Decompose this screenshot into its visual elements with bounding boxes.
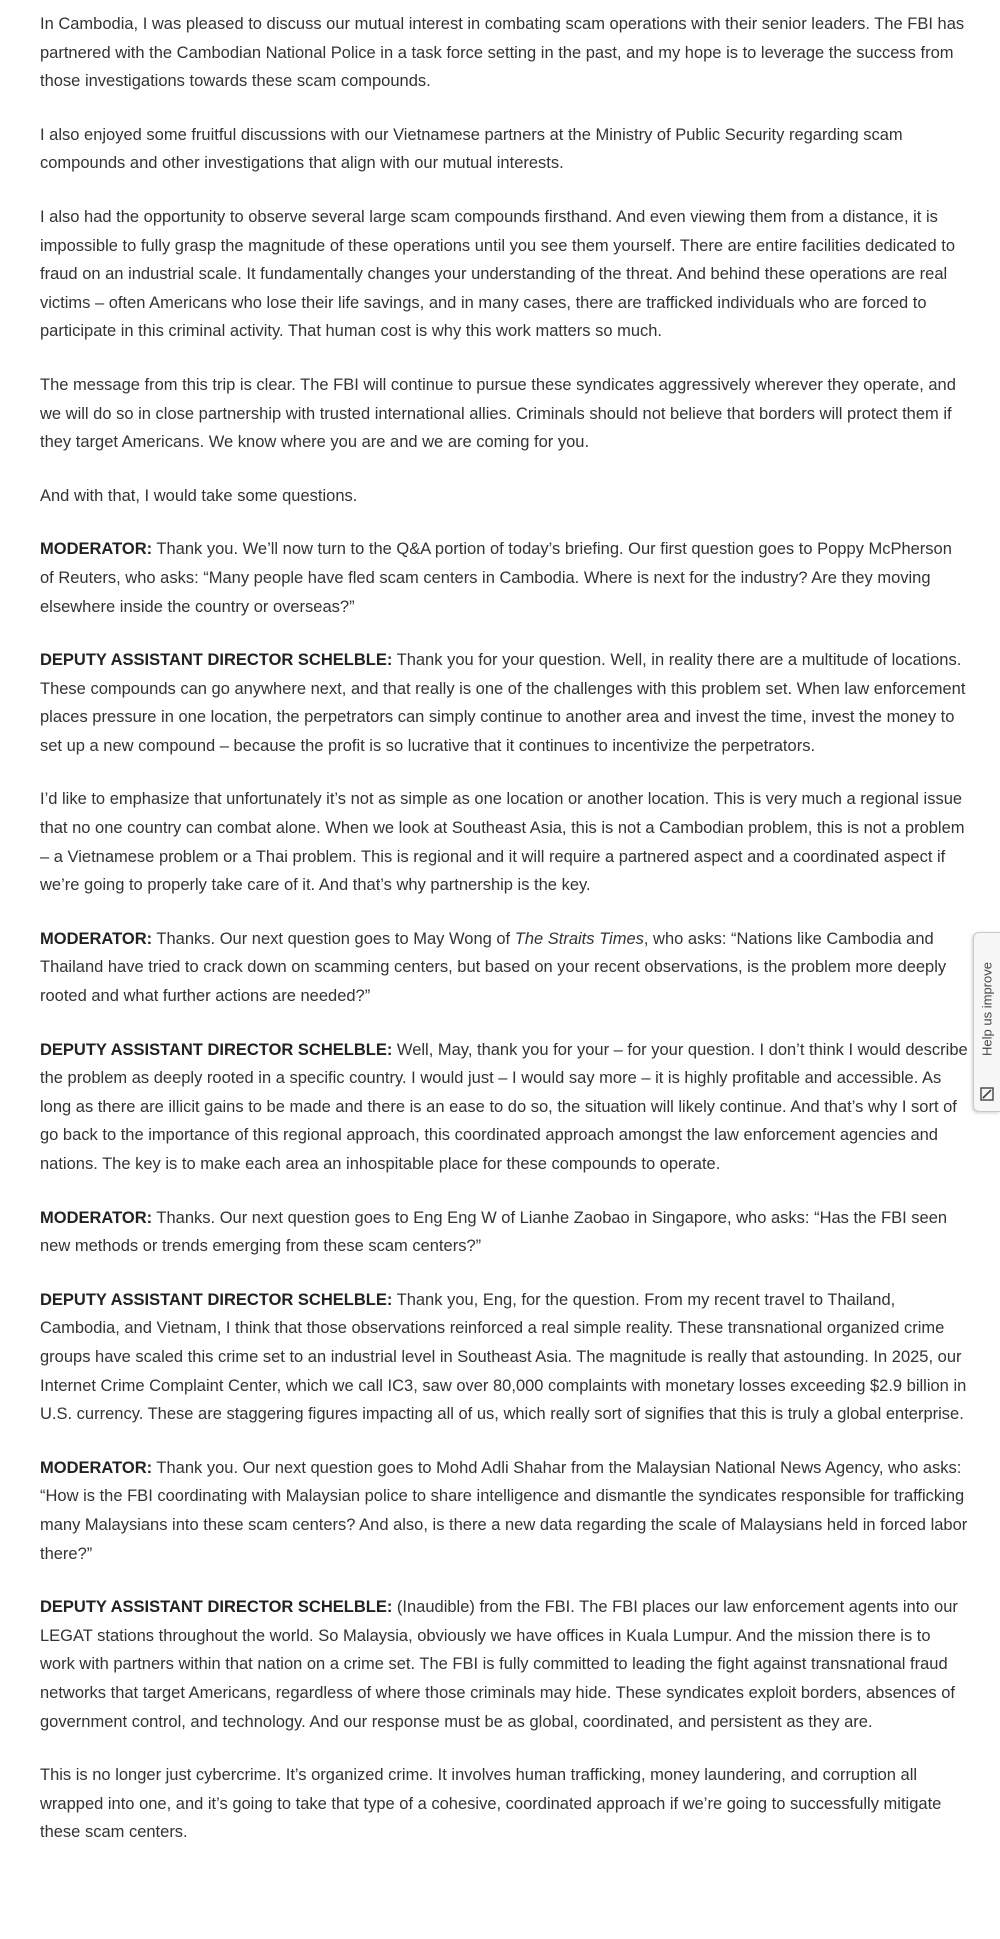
- moderator-question: [40, 1454, 968, 1568]
- answer-text: (Inaudible) from the FBI. The FBI places our law enforcement agents into our LEGAT stations throughout the world. So Malaysia, obviously we have offices in Kuala Lumpur. And the mission there is to work with partners within that nation on a crime set. The FBI is fully committed to leading the fight against transnational fraud networks that target Americans, regardless of where those criminals may hide. These syndicates exploit borders, absences of government control, and technology. And our response must be as global, coordinated, and persistent as they are.: [40, 1598, 958, 1731]
- paragraph: This is no longer just cybercrime. It’s organized crime. It involves human trafficking, money laundering, and corruption all wrapped into one, and it’s going to take that type of a cohesive, coordinated approach if we’re going to successfully mitigate these scam centers.: [40, 1766, 942, 1842]
- speaker-label: MODERATOR:: [40, 540, 153, 559]
- speaker-label: MODERATOR:: [40, 1458, 153, 1477]
- speaker-label: DEPUTY ASSISTANT DIRECTOR SCHELBLE:: [40, 1040, 393, 1059]
- help-us-improve-tab[interactable]: [973, 932, 1000, 1112]
- question-text: Thanks. Our next question goes to Eng Eng W of Lianhe Zaobao in Singapore, who asks: “Has the FBI seen new methods or trends emerging from these scam centers?”: [40, 1208, 948, 1256]
- speaker-answer: [40, 1593, 968, 1736]
- answer-text: Thank you for your question. Well, in reality there are a multitude of locations. These compounds can go anywhere next, and that really is one of the challenges with this problem set. When law enforcement places pressure in one location, the perpetrators can simply continue to another area and invest the time, invest the money to set up a new compound – because the profit is so lucrative that it continues to incentivize the perpetrators.: [40, 651, 966, 755]
- question-text: Thank you. Our next question goes to Mohd Adli Shahar from the Malaysian National News Agency, who asks: “How is the FBI coordinating with Malaysian police to share intelligence and dismantle the syndicates responsible for trafficking many Malaysians into these scam centers? And also, is there a new data regarding the scale of Malaysians held in forced labor there?”: [40, 1458, 968, 1563]
- speaker-answer: [40, 1286, 968, 1429]
- speaker-label: DEPUTY ASSISTANT DIRECTOR SCHELBLE:: [40, 1290, 393, 1309]
- question-text: Thank you. We’ll now turn to the Q&A portion of today’s briefing. Our first question goes to Poppy McPherson of Reuters, who asks: “Many people have fled scam centers in Cambodia. Where is next for the industry? Are they moving elsewhere inside the country or overseas?”: [40, 540, 952, 616]
- paragraph: The message from this trip is clear. The FBI will continue to pursue these syndicates aggressively wherever they operate, and we will do so in close partnership with trusted international allies. Criminals should not believe that borders will protect them if they target Americans. We know where you are and we are coming for you.: [40, 375, 956, 452]
- speaker-answer: [40, 1036, 968, 1179]
- article-body: [40, 10, 968, 1872]
- paragraph: I also had the opportunity to observe several large scam compounds firsthand. And even viewing them from a distance, it is impossible to fully grasp the magnitude of these operations until you see them yourself. There are entire facilities dedicated to fraud on an industrial scale. It fundamentally changes your understanding of the threat. And behind these operations are real victims – often Americans who lose their life savings, and in many cases, there are trafficked individuals who are forced to participate in this criminal activity. That human cost is why this work matters so much.: [40, 207, 956, 341]
- publication-name: The Straits Times: [514, 929, 644, 948]
- paragraph: And with that, I would take some questions.: [40, 486, 358, 505]
- moderator-question: [40, 535, 968, 621]
- paragraph: I’d like to emphasize that unfortunately it’s not as simple as one location or another location. This is very much a regional issue that no one country can combat alone. When we look at Southeast Asia, this is not a Cambodian problem, this is not a problem – a Vietnamese problem or a Thai problem. This is regional and it will require a partnered aspect and a coordinated aspect if we’re going to properly take care of it. And that’s why partnership is the key.: [40, 790, 965, 895]
- speaker-label: DEPUTY ASSISTANT DIRECTOR SCHELBLE:: [40, 651, 393, 670]
- moderator-question: [40, 925, 968, 1011]
- question-text: , who asks: “Nations like Cambodia and Thailand have tried to crack down on scamming centers, but based on your recent observations, is the problem more deeply rooted and what further actions are needed?”: [40, 929, 947, 1006]
- pencil-square-icon: [980, 1087, 994, 1101]
- answer-text: Well, May, thank you for your – for your question. I don’t think I would describe the problem as deeply rooted in a specific country. I would just – I would say more – it is highly profitable and accessible. As long as there are illicit gains to be made and there is an ease to do so, the situation will likely continue. And that’s why I sort of go back to the importance of this regional approach, this coordinated approach amongst the law enforcement agencies and nations. The key is to make each area an inhospitable place for these compounds to operate.: [40, 1040, 968, 1173]
- moderator-question: [40, 1204, 968, 1261]
- question-text: Thanks. Our next question goes to May Wong of: [152, 929, 515, 948]
- speaker-label: MODERATOR:: [40, 929, 153, 948]
- speaker-answer: [40, 646, 968, 760]
- paragraph: I also enjoyed some fruitful discussions with our Vietnamese partners at the Ministry of Public Security regarding scam compounds and other investigations that align with our mutual interests.: [40, 125, 903, 173]
- answer-text: Thank you, Eng, for the question. From my recent travel to Thailand, Cambodia, and Vietnam, I think that those observations reinforced a real simple reality. These transnational organized crime groups have scaled this crime set to an industrial level in Southeast Asia. The magnitude is really that astounding. In 2025, our Internet Crime Complaint Center, which we call IC3, saw over 80,000 complaints with monetary losses exceeding $2.9 billion in U.S. currency. These are staggering figures impacting all of us, which really sort of signifies that this is truly a global enterprise.: [40, 1290, 967, 1424]
- help-tab-label: Help us improve: [979, 962, 995, 1056]
- speaker-label: DEPUTY ASSISTANT DIRECTOR SCHELBLE:: [40, 1598, 393, 1617]
- paragraph: In Cambodia, I was pleased to discuss our mutual interest in combating scam operations with their senior leaders. The FBI has partnered with the Cambodian National Police in a task force setting in the past, and my hope is to leverage the success from those investigations towards these scam compounds.: [40, 15, 965, 91]
- speaker-label: MODERATOR:: [40, 1208, 153, 1227]
